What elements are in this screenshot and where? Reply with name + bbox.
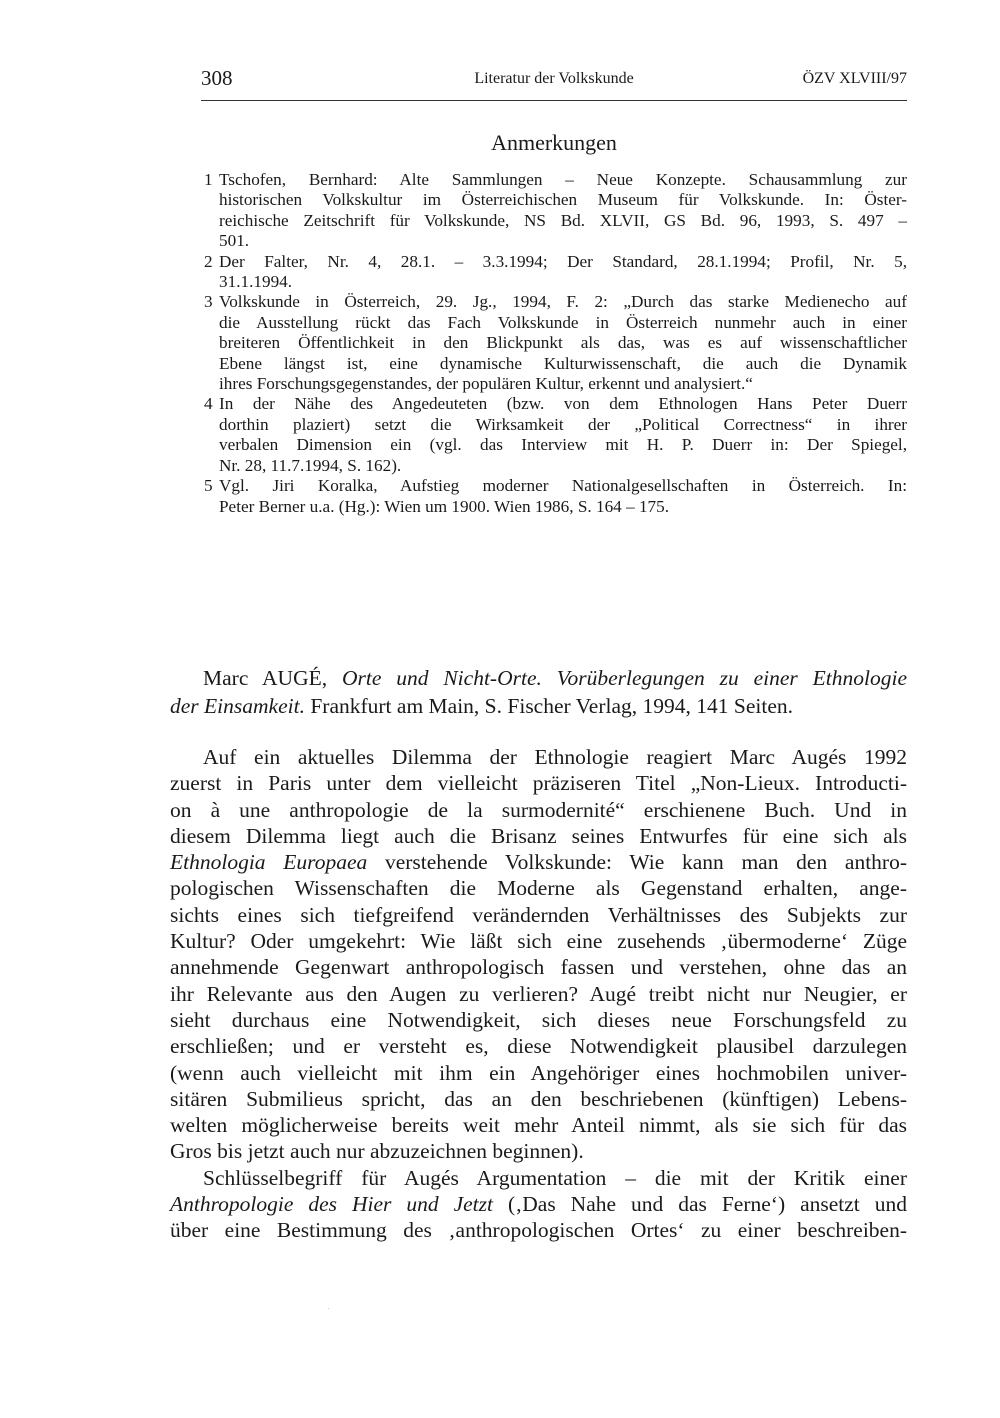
note-line: ihres Forschungsgegenstandes, der populären Kultur, erkennt und analysiert.“: [219, 374, 753, 394]
body-line: Schlüsselbegriff für Augés Argumentation – die mit der Kritik einer: [203, 1165, 907, 1190]
note-line: dorthin plaziert) setzt die Wirksamkeit der „Political Correctness“ in ihrer: [219, 414, 907, 434]
note-number: 2: [204, 251, 213, 271]
note-line: verbalen Dimension ein (vgl. das Interview mit H. P. Duerr in: Der Spiegel,: [219, 435, 907, 455]
body-line: pologischen Wissenschaften die Moderne als Gegenstand erhalten, ange-: [170, 876, 907, 901]
note-line: historischen Volkskultur im Österreichischen Museum für Volkskunde. In: Öster-: [219, 190, 907, 210]
note-5: [204, 476, 907, 517]
note-line: die Ausstellung rückt das Fach Volkskunde in Österreich nunmehr auch in einer: [219, 312, 907, 332]
citation-line-1: [170, 664, 907, 692]
journal-issue: ÖZV XLVIII/97: [802, 70, 907, 87]
review-title-part-2: der Einsamkeit.: [170, 694, 305, 718]
body-line: sichts eines sich tiefgreifend verändernden Verhältnisses des Subjekts zur: [170, 902, 907, 927]
body-line: Ethnologia Europaea verstehende Volkskunde: Wie kann man den anthro-: [170, 850, 907, 875]
note-line: Volkskunde in Österreich, 29. Jg., 1994, F. 2: „Durch das starke Medienecho auf: [219, 292, 907, 312]
note-number: 1: [204, 170, 213, 189]
note-line: Nr. 28, 11.7.1994, S. 162).: [219, 455, 402, 475]
body-line: on à une anthropologie de la surmodernité“ erschienene Buch. Und in: [170, 797, 907, 822]
note-line: 31.1.1994.: [219, 272, 293, 292]
body-line: diesem Dilemma liegt auch die Brisanz seines Entwurfes für eine sich als: [170, 823, 907, 848]
note-line: Der Falter, Nr. 4, 28.1. – 3.3.1994; Der Standard, 28.1.1994; Profil, Nr. 5,: [219, 251, 907, 271]
body-line: ihr Relevante aus den Augen zu verlieren? Augé treibt nicht nur Neugier, er: [170, 981, 907, 1006]
page-number: 308: [201, 66, 233, 90]
body-line: zuerst in Paris unter dem vielleicht präziseren Titel „Non-Lieux. Introducti-: [170, 771, 907, 796]
citation-line-2: [170, 692, 907, 720]
italic-term: Ethnologia Europaea: [170, 850, 368, 875]
body-line: sitären Submilieus spricht, das an den beschriebenen (künftigen) Lebens-: [170, 1086, 907, 1111]
notes-list: [204, 170, 907, 517]
note-3: [204, 292, 907, 394]
notes-title: Anmerkungen: [491, 130, 617, 155]
body-line: sieht durchaus eine Notwendigkeit, sich dieses neue Forschungsfeld zu: [170, 1007, 907, 1032]
note-1: [204, 170, 907, 252]
review-citation: [170, 664, 907, 720]
header-rule: [201, 100, 907, 101]
body-line: Kultur? Oder umgekehrt: Wie läßt sich eine zusehends ‚übermoderne‘ Züge: [170, 929, 907, 954]
body-line: Gros bis jetzt auch nur abzuzeichnen beginnen).: [170, 1139, 584, 1164]
review-body: [170, 744, 907, 1244]
review-author: Marc AUGÉ,: [203, 666, 342, 690]
body-line: annehmende Gegenwart anthropologisch fassen und verstehen, ohne das an: [170, 955, 907, 980]
note-line: Peter Berner u.a. (Hg.): Wien um 1900. Wien 1986, S. 164 – 175.: [219, 496, 670, 516]
body-line: welten möglicherweise bereits weit mehr Anteil nimmt, als sie sich für das: [170, 1113, 907, 1138]
body-line: erschließen; und er versteht es, diese Notwendigkeit plausibel darzulegen: [170, 1034, 907, 1059]
note-line: In der Nähe des Angedeuteten (bzw. von dem Ethnologen Hans Peter Duerr: [219, 394, 907, 414]
note-number: 5: [204, 476, 213, 496]
note-line: Vgl. Jiri Koralka, Aufstieg moderner Nationalgesellschaften in Österreich. In:: [219, 476, 907, 496]
note-line: breiteren Öffentlichkeit in den Blickpunkt als das, was es auf wissenschaftlicher: [219, 333, 907, 353]
note-line: Tschofen, Bernhard: Alte Sammlungen – Neue Konzepte. Schausammlung zur: [219, 170, 907, 189]
page-header: [201, 66, 907, 96]
note-number: 4: [204, 394, 213, 414]
review-publication: Frankfurt am Main, S. Fischer Verlag, 1994, 141 Seiten.: [304, 694, 794, 718]
note-4: [204, 394, 907, 476]
note-line: reichische Zeitschrift für Volkskunde, NS Bd. XLVII, GS Bd. 96, 1993, S. 497 –: [219, 210, 907, 230]
review-title-part-1: Orte und Nicht-Orte. Vorüberlegungen zu einer Ethnologie: [341, 666, 907, 690]
body-line: Auf ein aktuelles Dilemma der Ethnologie reagiert Marc Augés 1992: [203, 745, 907, 769]
running-title: Literatur der Volkskunde: [474, 70, 634, 87]
note-line: 501.: [219, 231, 250, 251]
italic-term: Anthropologie des Hier und Jetzt: [170, 1192, 493, 1217]
note-line: Ebene längst ist, eine dynamische Kulturwissenschaft, die auch die Dynamik: [219, 353, 907, 373]
body-line: über eine Bestimmung des ‚anthropologischen Ortes‘ zu einer beschreiben-: [170, 1218, 907, 1243]
scan-speck: [328, 1308, 329, 1309]
body-line: Anthropologie des Hier und Jetzt (‚Das Nahe und das Ferne‘) ansetzt und: [170, 1192, 907, 1217]
body-line: (wenn auch vielleicht mit ihm ein Angehöriger eines hochmobilen univer-: [170, 1060, 907, 1085]
note-2: [204, 252, 907, 293]
note-number: 3: [204, 292, 213, 312]
